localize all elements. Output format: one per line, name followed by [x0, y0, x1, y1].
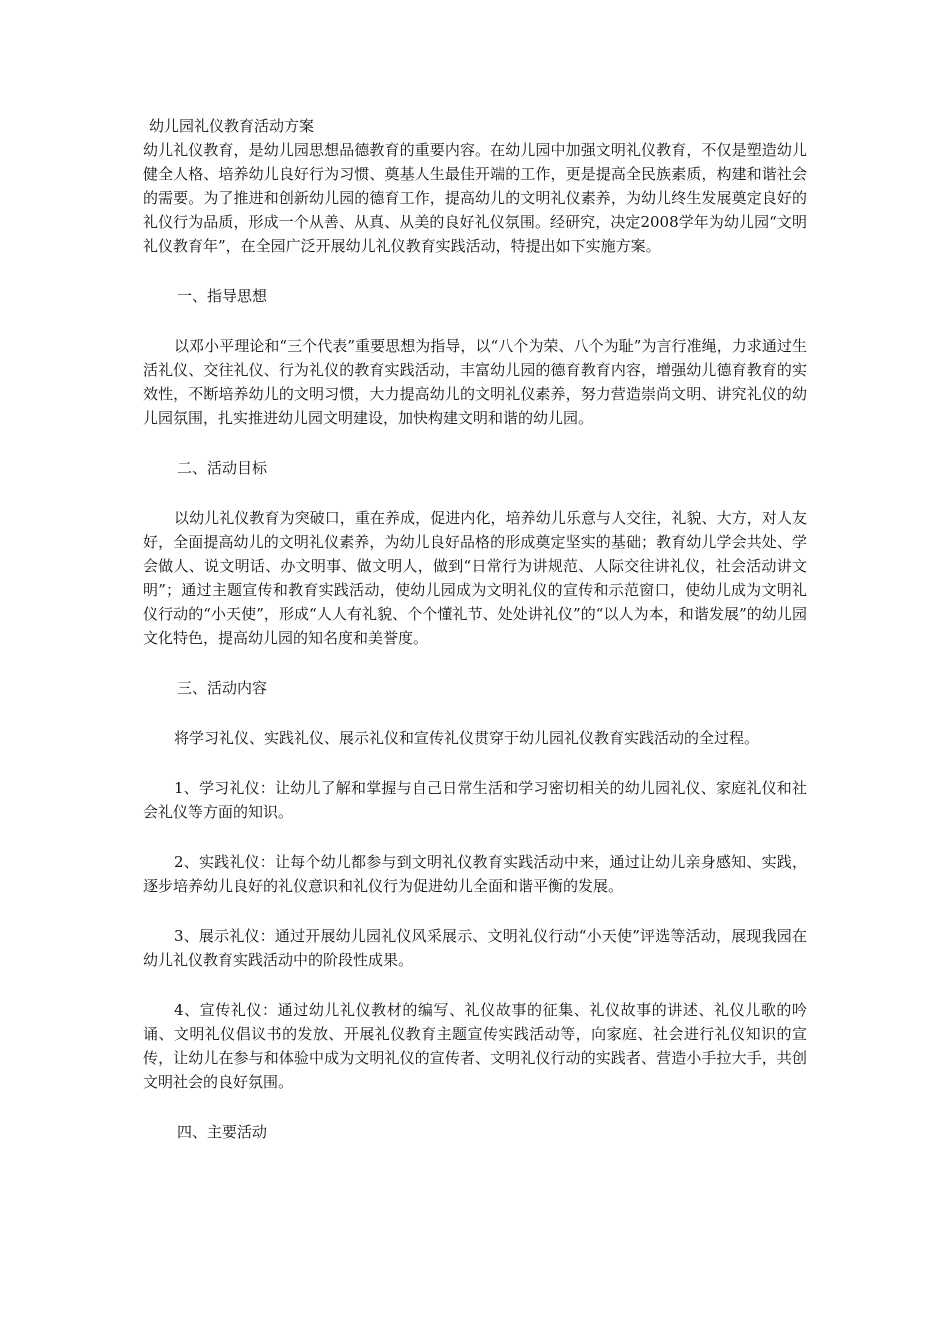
section-heading-activity-goals: 二、活动目标	[177, 459, 268, 477]
activity-goals-paragraph: 以幼儿礼仪教育为突破口，重在养成，促进内化，培养幼儿乐意与人交往，礼貌、大方，对人友好，全面提高幼儿的文明礼仪素养，为幼儿良好品格的形成奠定坚实的基础；教育幼儿学会共处、学会做人、说文明话、办文明事、做文明人，做到“日常行为讲规范、人际交往讲礼仪，社会活动讲文明”；通过主题宣传和教育实践活动，使幼儿园成为文明礼仪的宣传和示范窗口，使幼儿成为文明礼仪行动的“小天使”，形成“人人有礼貌、个个懂礼节、处处讲礼仪”的“以人为本，和谐发展”的幼儿园文化特色，提高幼儿园的知名度和美誉度。	[143, 509, 807, 647]
document-title: 幼儿园礼仪教育活动方案	[149, 117, 315, 135]
activity-content-paragraph: 将学习礼仪、实践礼仪、展示礼仪和宣传礼仪贯穿于幼儿园礼仪教育实践活动的全过程。	[174, 729, 760, 747]
section-heading-activity-content: 三、活动内容	[177, 679, 268, 697]
document-page	[143, 114, 807, 1144]
content-item-practice: 2、实践礼仪：让每个幼儿都参与到文明礼仪教育实践活动中来，通过让幼儿亲身感知、实践，逐步培养幼儿良好的礼仪意识和礼仪行为促进幼儿全面和谐平衡的发展。	[143, 853, 807, 895]
content-item-promotion: 4、宣传礼仪：通过幼儿礼仪教材的编写、礼仪故事的征集、礼仪故事的讲述、礼仪儿歌的吟诵、文明礼仪倡议书的发放、开展礼仪教育主题宣传实践活动等，向家庭、社会进行礼仪知识的宣传，让幼儿在参与和体验中成为文明礼仪的宣传者、文明礼仪行动的实践者、营造小手拉大手，共创文明社会的良好氛围。	[143, 1001, 807, 1091]
guiding-thought-paragraph: 以邓小平理论和“三个代表”重要思想为指导，以“八个为荣、八个为耻”为言行准绳，力求通过生活礼仪、交往礼仪、行为礼仪的教育实践活动，丰富幼儿园的德育教育内容，增强幼儿德育教育的实效性，不断培养幼儿的文明习惯，大力提高幼儿的文明礼仪素养，努力营造崇尚文明、讲究礼仪的幼儿园氛围，扎实推进幼儿园文明建设，加快构建文明和谐的幼儿园。	[143, 337, 807, 427]
section-heading-guiding-thought: 一、指导思想	[177, 287, 268, 305]
intro-paragraph: 幼儿礼仪教育，是幼儿园思想品德教育的重要内容。在幼儿园中加强文明礼仪教育，不仅是塑造幼儿健全人格、培养幼儿良好行为习惯、奠基人生最佳开端的工作，更是提高全民族素质，构建和谐社会的需要。为了推进和创新幼儿园的德育工作，提高幼儿的文明礼仪素养，为幼儿终生发展奠定良好的礼仪行为品质，形成一个从善、从真、从美的良好礼仪氛围。经研究，决定2008学年为幼儿园“文明礼仪教育年”，在全园广泛开展幼儿礼仪教育实践活动，特提出如下实施方案。	[143, 141, 807, 255]
content-item-display: 3、展示礼仪：通过开展幼儿园礼仪风采展示、文明礼仪行动“小天使”评选等活动，展现我园在幼儿礼仪教育实践活动中的阶段性成果。	[143, 927, 807, 969]
section-heading-main-activities: 四、主要活动	[177, 1123, 268, 1141]
content-item-learning: 1、学习礼仪：让幼儿了解和掌握与自己日常生活和学习密切相关的幼儿园礼仪、家庭礼仪和社会礼仪等方面的知识。	[143, 779, 807, 821]
